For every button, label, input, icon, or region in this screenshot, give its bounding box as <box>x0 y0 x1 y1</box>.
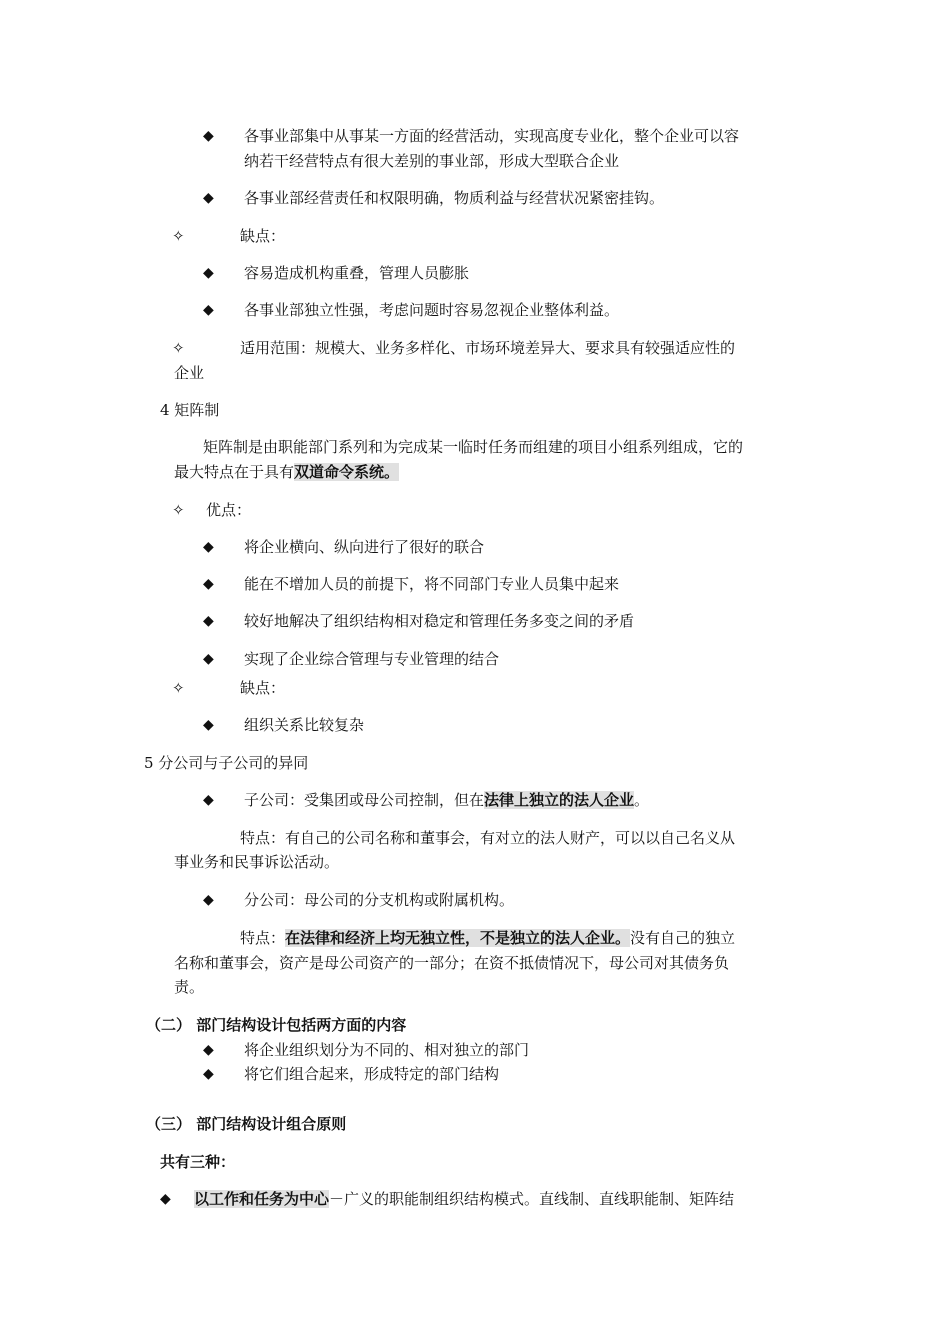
text-line: 纳若干经营特点有很大差别的事业部，形成大型联合企业 <box>244 152 620 170</box>
bullet-diamond-icon: ◆ <box>203 265 214 281</box>
text-line: 将企业横向、纵向进行了很好的联合 <box>244 538 485 556</box>
text-line: 名称和董事会，资产是母公司资产的一部分；在资不抵债情况下，母公司对其债务负 <box>174 954 730 972</box>
highlighted-text: 以工作和任务为中心 <box>194 1190 330 1208</box>
bullet-diamond-icon: ◆ <box>203 613 214 629</box>
bullet-diamond-icon: ◆ <box>203 1042 214 1058</box>
text-line: 实现了企业综合管理与专业管理的结合 <box>244 650 500 668</box>
text-line: 各事业部经营责任和权限明确，物质利益与经营状况紧密挂钩。 <box>244 189 665 207</box>
bullet-diamond-icon: ◆ <box>203 539 214 555</box>
bullet-diamond-icon: ◆ <box>203 717 214 733</box>
text-line: 组织关系比较复杂 <box>244 716 365 734</box>
text-line: 子公司：受集团或母公司控制，但在法律上独立的法人企业。 <box>244 791 650 809</box>
text-line: 特点：在法律和经济上均无独立性，不是独立的法人企业。没有自己的独立 <box>240 929 736 947</box>
bullet-diamond-icon: ◆ <box>203 302 214 318</box>
text-line: 矩阵制是由职能部门系列和为完成某一临时任务而组建的项目小组系列组成，它的 <box>203 438 744 456</box>
text-line: 各事业部独立性强，考虑问题时容易忽视企业整体利益。 <box>244 301 620 319</box>
text-line: 较好地解决了组织结构相对稳定和管理任务多变之间的矛盾 <box>244 612 635 630</box>
text-line: 优点： <box>206 501 252 519</box>
bullet-diamond-icon: ◆ <box>203 651 214 667</box>
bullet-diamond-icon: ◆ <box>160 1191 171 1207</box>
section-heading: （二） 部门结构设计包括两方面的内容 <box>146 1016 407 1034</box>
bullet-open-diamond-icon: ✧ <box>172 501 185 519</box>
text-line: 最大特点在于具有双道命令系统。 <box>174 463 400 481</box>
section-heading: 4 矩阵制 <box>160 401 220 419</box>
text-line: 各事业部集中从事某一方面的经营活动，实现高度专业化，整个企业可以容 <box>244 127 740 145</box>
bullet-diamond-icon: ◆ <box>203 1066 214 1082</box>
bullet-open-diamond-icon: ✧ <box>172 339 185 357</box>
highlighted-text: 双道命令系统。 <box>294 463 400 481</box>
text-line: 企业 <box>174 364 205 382</box>
section-heading: （三） 部门结构设计组合原则 <box>146 1115 347 1133</box>
text-line: 缺点： <box>240 227 286 245</box>
text-line: 缺点： <box>240 679 286 697</box>
text-line: 责。 <box>174 978 205 996</box>
bullet-diamond-icon: ◆ <box>203 792 214 808</box>
text-line: 共有三种： <box>160 1153 236 1171</box>
text-line: 适用范围：规模大、业务多样化、市场环境差异大、要求具有较强适应性的 <box>240 339 736 357</box>
text-line: 能在不增加人员的前提下，将不同部门专业人员集中起来 <box>244 575 620 593</box>
highlighted-text: 在法律和经济上均无独立性，不是独立的法人企业。 <box>285 929 631 947</box>
bullet-diamond-icon: ◆ <box>203 576 214 592</box>
text-line: 容易造成机构重叠，管理人员膨胀 <box>244 264 470 282</box>
text-line: 特点：有自己的公司名称和董事会，有对立的法人财产，可以以自己名义从 <box>240 829 736 847</box>
bullet-diamond-icon: ◆ <box>203 190 214 206</box>
text-line: 以工作和任务为中心－广义的职能制组织结构模式。直线制、直线职能制、矩阵结 <box>194 1190 735 1208</box>
bullet-open-diamond-icon: ✧ <box>172 679 185 697</box>
highlighted-text: 法律上独立的法人企业 <box>484 791 635 809</box>
text-line: 将它们组合起来，形成特定的部门结构 <box>244 1065 500 1083</box>
bullet-diamond-icon: ◆ <box>203 892 214 908</box>
text-line: 事业务和民事诉讼活动。 <box>174 853 340 871</box>
section-heading: 5 分公司与子公司的异同 <box>144 754 309 772</box>
text-line: 将企业组织划分为不同的、相对独立的部门 <box>244 1041 530 1059</box>
bullet-diamond-icon: ◆ <box>203 128 214 144</box>
bullet-open-diamond-icon: ✧ <box>172 227 185 245</box>
text-line: 分公司：母公司的分支机构或附属机构。 <box>244 891 515 909</box>
